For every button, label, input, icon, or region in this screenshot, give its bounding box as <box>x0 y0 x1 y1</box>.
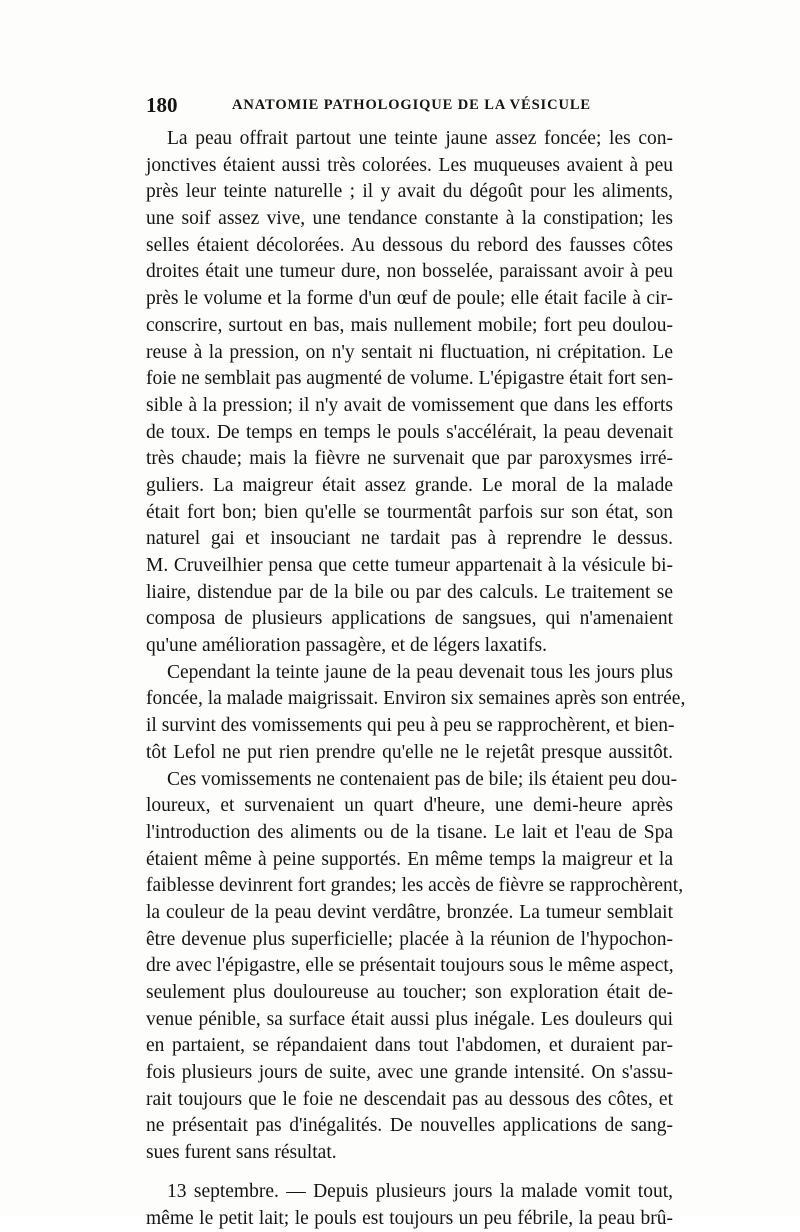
text-line: étaient même à peine supportés. En même temps la maigreur et la <box>146 847 673 874</box>
text-line: même le petit lait; le pouls est toujours un peu fébrile, la peau brû- <box>146 1206 673 1232</box>
text-line: près le volume et la forme d'un œuf de poule; elle était facile à cir- <box>146 286 673 313</box>
text-line: sues furent sans résultat. <box>146 1140 673 1167</box>
text-line: reuse à la pression, on n'y sentait ni fluctuation, ni crépitation. Le <box>146 340 673 367</box>
text-line: près leur teinte naturelle ; il y avait du dégoût pour les aliments, <box>146 179 673 206</box>
text-line: Cependant la teinte jaune de la peau devenait tous les jours plus <box>146 660 673 687</box>
text-line: conscrire, surtout en bas, mais nullement mobile; fort peu doulou- <box>146 313 673 340</box>
text-line: il survint des vomissements qui peu à peu se rapprochèrent, et bien- <box>146 713 673 740</box>
text-line: guliers. La maigreur était assez grande. Le moral de la malade <box>146 473 673 500</box>
page-number: 180 <box>146 92 178 118</box>
paragraph-gap <box>146 1167 673 1179</box>
text-line: était fort bon; bien qu'elle se tourmentât parfois sur son état, son <box>146 500 673 527</box>
text-line: la couleur de la peau devint verdâtre, bronzée. La tumeur semblait <box>146 900 673 927</box>
text-line: droites était une tumeur dure, non bosselée, paraissant avoir à peu <box>146 259 673 286</box>
text-line: en partaient, se répandaient dans tout l'abdomen, et duraient par- <box>146 1033 673 1060</box>
text-line: une soif assez vive, une tendance constante à la constipation; les <box>146 206 673 233</box>
text-line: selles étaient décolorées. Au dessous du rebord des fausses côtes <box>146 233 673 260</box>
text-line: ne présentait pas d'inégalités. De nouvelles applications de sang- <box>146 1113 673 1140</box>
text-line: fois plusieurs jours de suite, avec une grande intensité. On s'assu- <box>146 1060 673 1087</box>
text-line: jonctives étaient aussi très colorées. Les muqueuses avaient à peu <box>146 153 673 180</box>
text-line: composa de plusieurs applications de sangsues, qui n'amenaient <box>146 606 673 633</box>
text-line: liaire, distendue par de la bile ou par des calculs. Le traitement se <box>146 580 673 607</box>
text-line: naturel gai et insouciant ne tardait pas à reprendre le dessus. <box>146 526 673 553</box>
text-line: foncée, la malade maigrissait. Environ six semaines après son entrée, <box>146 686 673 713</box>
text-line: La peau offrait partout une teinte jaune assez foncée; les con- <box>146 126 673 153</box>
text-line: faiblesse devinrent fort grandes; les accès de fièvre se rapprochèrent, <box>146 873 673 900</box>
text-line: rait toujours que le foie ne descendait pas au dessous des côtes, et <box>146 1087 673 1114</box>
text-line: venue pénible, sa surface était aussi plus inégale. Les douleurs qui <box>146 1007 673 1034</box>
text-line: Ces vomissements ne contenaient pas de bile; ils étaient peu dou- <box>146 767 673 794</box>
running-head <box>146 92 676 118</box>
text-line: seulement plus douloureuse au toucher; son exploration était de- <box>146 980 673 1007</box>
body-text <box>146 126 673 1232</box>
text-line: de toux. De temps en temps le pouls s'accélérait, la peau devenait <box>146 420 673 447</box>
text-line: tôt Lefol ne put rien prendre qu'elle ne le rejetât presque aussitôt. <box>146 740 673 767</box>
text-line: 13 septembre. — Depuis plusieurs jours la malade vomit tout, <box>146 1179 673 1206</box>
text-line: l'introduction des aliments ou de la tisane. Le lait et l'eau de Spa <box>146 820 673 847</box>
text-line: qu'une amélioration passagère, et de légers laxatifs. <box>146 633 673 660</box>
text-line: foie ne semblait pas augmenté de volume. L'épigastre était fort sen- <box>146 366 673 393</box>
text-line: dre avec l'épigastre, elle se présentait toujours sous le même aspect, <box>146 953 673 980</box>
text-line: M. Cruveilhier pensa que cette tumeur appartenait à la vésicule bi- <box>146 553 673 580</box>
running-title: ANATOMIE PATHOLOGIQUE DE LA VÉSICULE <box>232 92 591 118</box>
text-line: très chaude; mais la fièvre ne survenait que par paroxysmes irré- <box>146 446 673 473</box>
text-line: loureux, et survenaient un quart d'heure, une demi-heure après <box>146 793 673 820</box>
text-line: être devenue plus superficielle; placée à la réunion de l'hypochon- <box>146 927 673 954</box>
text-line: sible à la pression; il n'y avait de vomissement que dans les efforts <box>146 393 673 420</box>
